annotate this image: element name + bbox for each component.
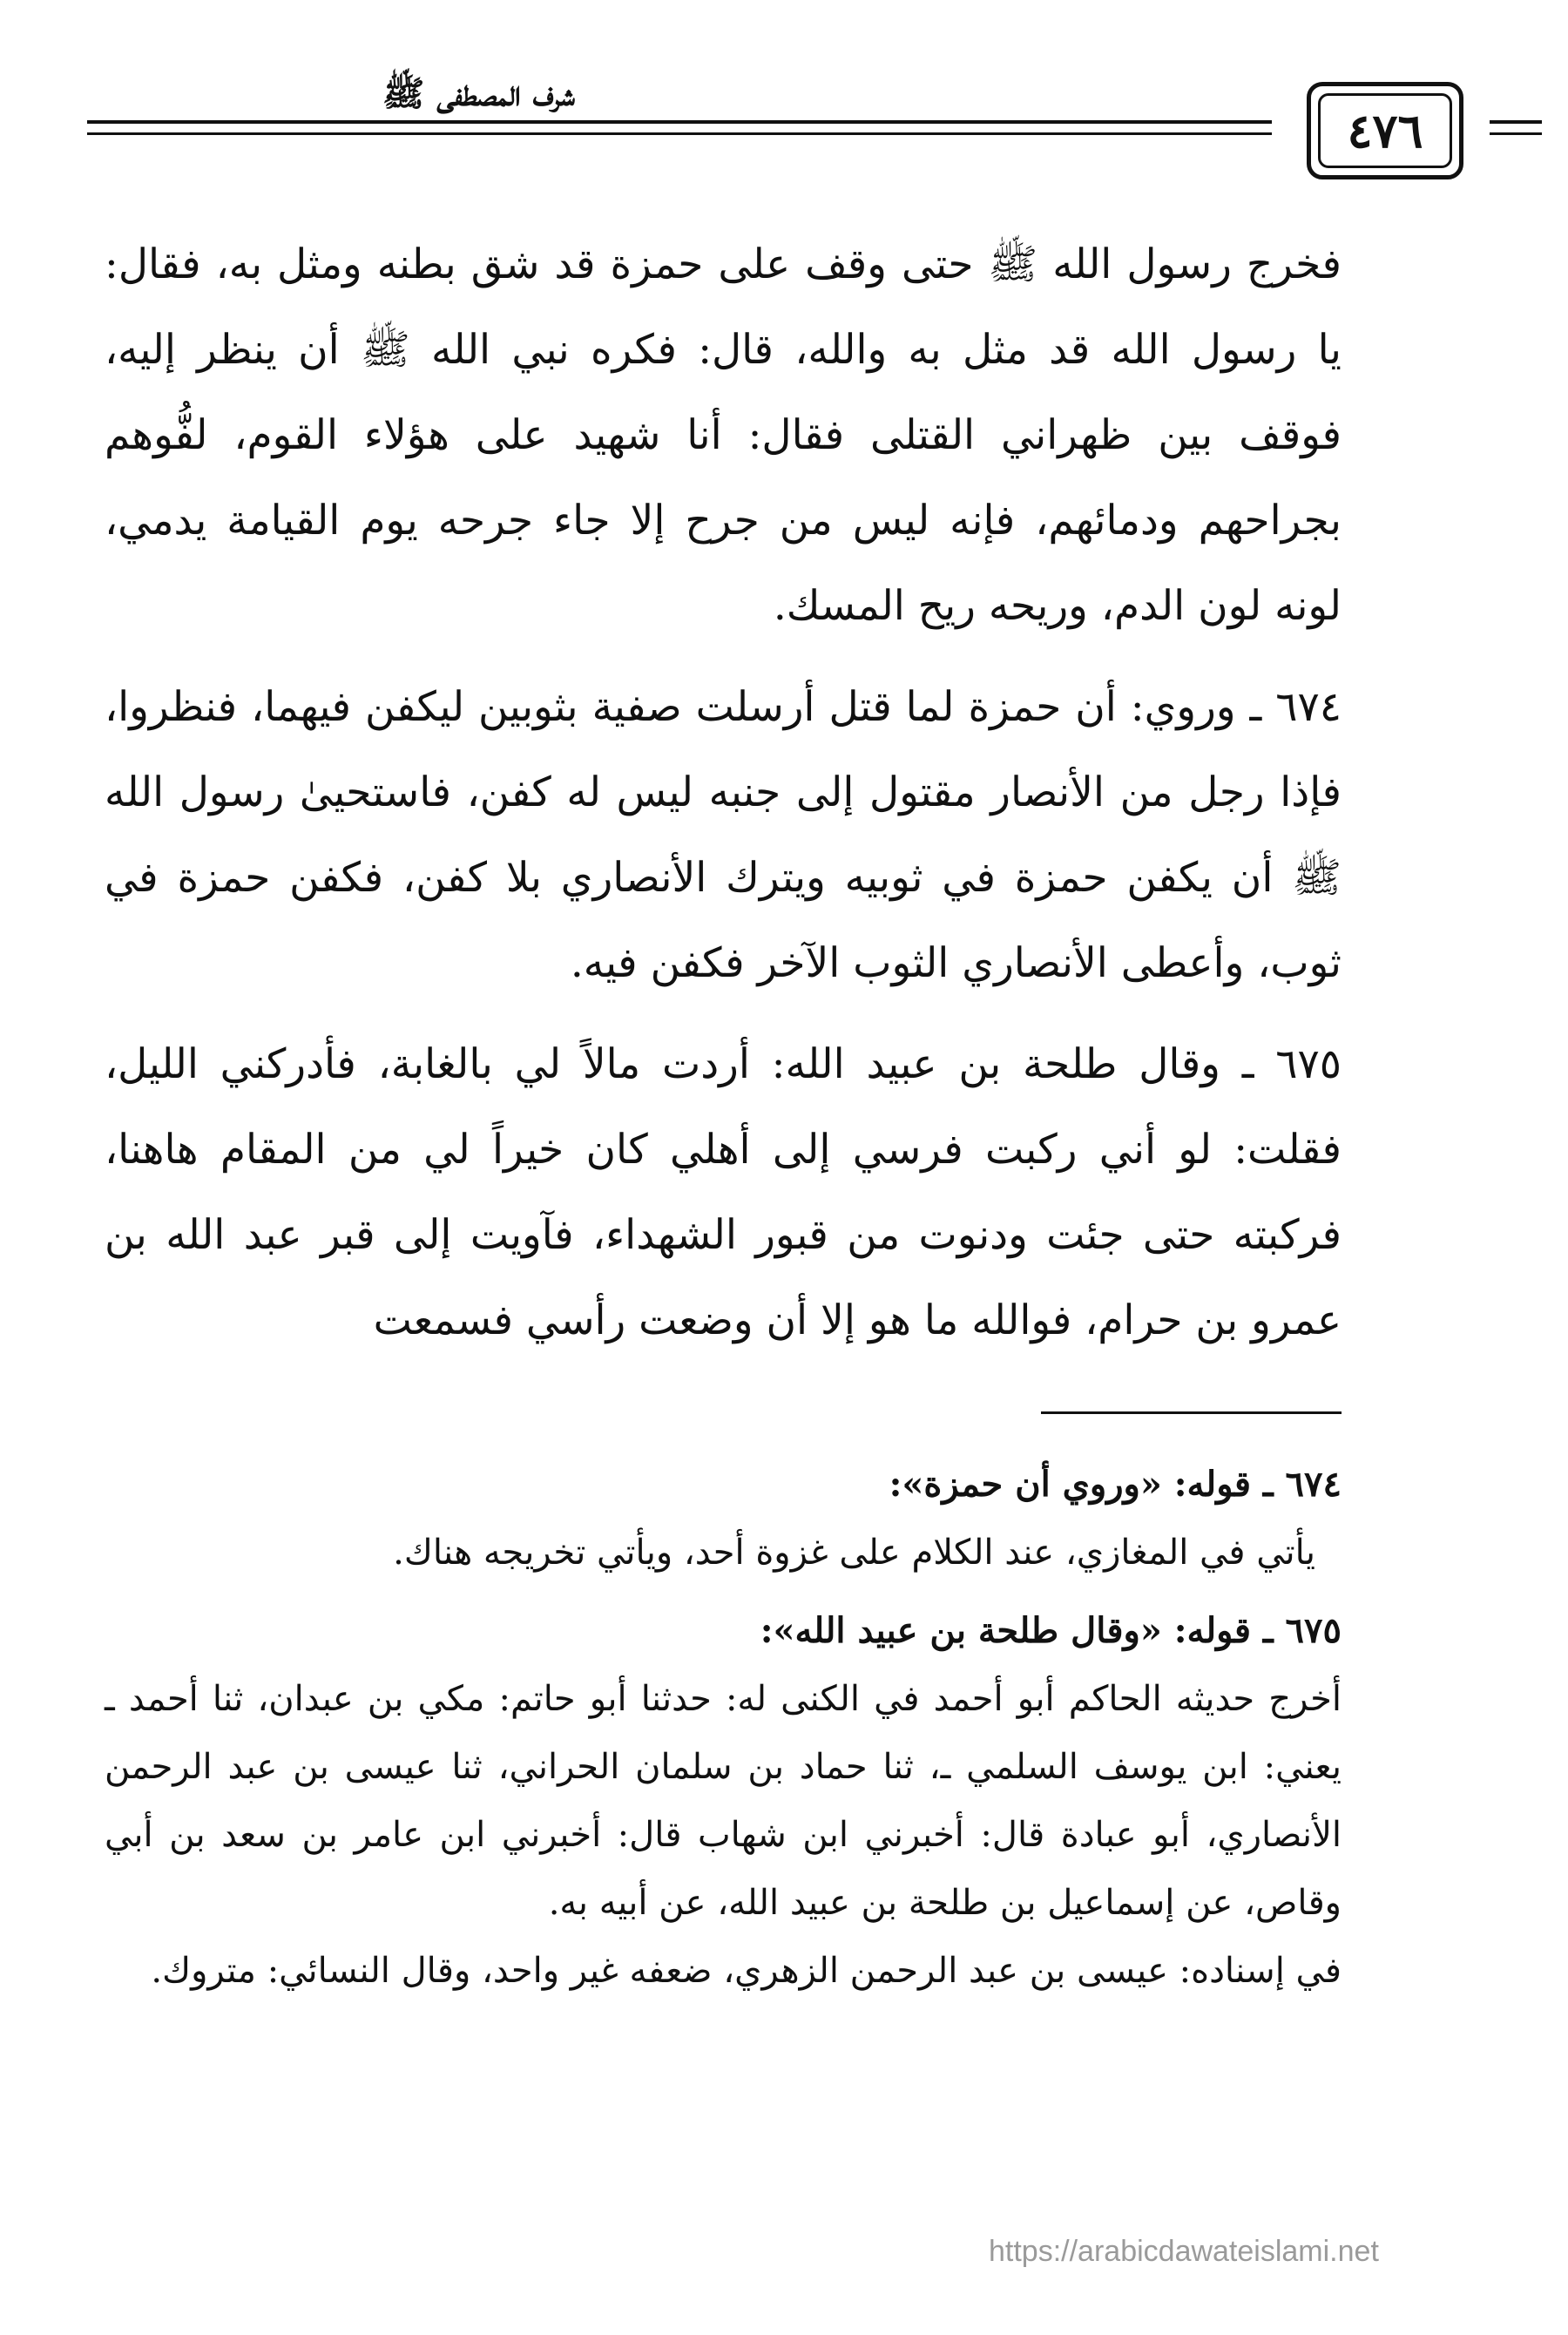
main-text — [105, 222, 1342, 1379]
header-rule — [87, 132, 1272, 135]
footnote-heading: ٦٧٥ ـ قوله: «وقال طلحة بن عبيد الله»: — [760, 1610, 1342, 1651]
watermark-url: https://arabicdawateislami.net — [989, 2235, 1379, 2268]
page-number: ٤٧٦ — [1347, 103, 1423, 159]
main-paragraph: ٦٧٤ ـ وروي: أن حمزة لما قتل أرسلت صفية بثوبين ليكفن فيهما، فنظروا، فإذا رجل من الأنصار مقتول إلى جنبه ليس له كفن، فاستحيىٰ رسول الله ﷺ أن يكفن حمزة في ثوبيه ويترك الأنصاري بلا كفن، فكفن حمزة في ثوب، وأعطى الأنصاري الثوب الآخر فكفن فيه. — [105, 683, 1342, 987]
footnote-heading: ٦٧٤ ـ قوله: «وروي أن حمزة»: — [889, 1464, 1342, 1505]
main-paragraph: ٦٧٥ ـ وقال طلحة بن عبيد الله: أردت مالاً لي بالغابة، فأدركني الليل، فقلت: لو أني ركبت فرسي إلى أهلي كان خيراً لي من المقام هاهنا، فركبته حتى جئت ودنوت من قبور الشهداء، فآويت إلى قبر عبد الله بن عمرو بن حرام، فوالله ما هو إلا أن وضعت رأسي فسمعت — [105, 1040, 1342, 1344]
main-paragraph: فخرج رسول الله ﷺ حتى وقف على حمزة قد شق بطنه ومثل به، فقال: يا رسول الله قد مثل به والله، قال: فكره نبي الله ﷺ أن ينظر إليه، فوقف بين ظهراني القتلى فقال: أنا شهيد على هؤلاء القوم، لفُّوهم بجراحهم ودمائهم، فإنه ليس من جرح إلا جاء جرحه يوم القيامة يدمي، لونه لون الدم، وريحه ريح المسك. — [105, 240, 1342, 630]
page-number-box — [1307, 82, 1463, 179]
footnote-body: في إسناده: عيسى بن عبد الرحمن الزهري، ضعفه غير واحد، وقال النسائي: متروك. — [151, 1951, 1342, 1991]
book-title: شرف المصطفى ﷺ — [382, 73, 575, 114]
footnotes — [105, 1451, 1342, 2005]
page-header — [87, 70, 1463, 200]
footnote-separator — [1041, 1411, 1342, 1414]
header-rule — [1490, 120, 1542, 124]
footnote-body: أخرج حديثه الحاكم أبو أحمد في الكنى له: حدثنا أبو حاتم: مكي بن عبدان، ثنا أحمد ـ يعني: ابن يوسف السلمي ـ، ثنا حماد بن سلمان الحراني، ثنا عيسى بن عبد الرحمن الأنصاري، أبو عبادة قال: أخبرني ابن شهاب قال: أخبرني ابن عامر بن سعد بن أبي وقاص، عن إسماعيل بن طلحة بن عبيد الله، عن أبيه به. — [105, 1679, 1342, 1923]
header-rule — [87, 120, 1272, 124]
footnote-body: يأتي في المغازي، عند الكلام على غزوة أحد، ويأتي تخريجه هناك. — [393, 1533, 1315, 1573]
header-rule — [1490, 132, 1542, 135]
